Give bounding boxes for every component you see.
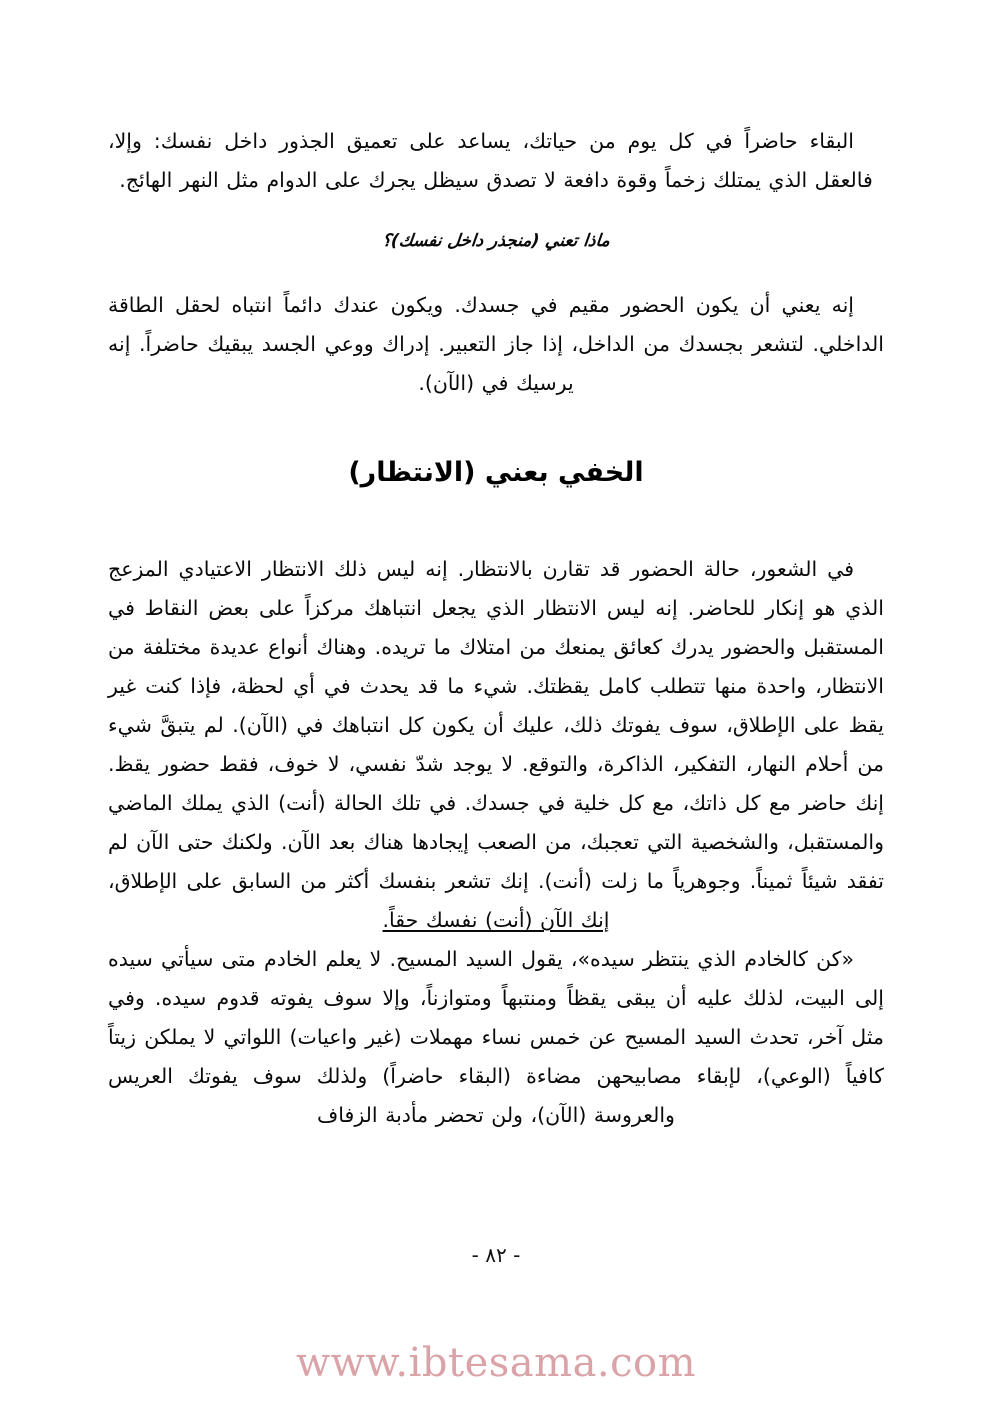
spacer — [108, 403, 884, 431]
spacer — [108, 200, 884, 226]
spacer — [108, 516, 884, 550]
paragraph-meaning: إنه يعني أن يكون الحضور مقيم في جسدك. ويكون عندك دائماً انتباه لحقل الطاقة الداخلي. لتشعر بجسدك من الداخل، إذا جاز التعبير. إدراك ووعي الجسد يبقيك حاضراً. إنه يرسيك في (الآن). — [108, 293, 884, 395]
paragraph-waiting-emphasis: إنك الآن (أنت) نفسك حقاً. — [382, 907, 610, 932]
paragraph-waiting-text: في الشعور، حالة الحضور قد تقارن بالانتظار. إنه ليس ذلك الانتظار الاعتيادي المزعج الذي هو إنكار للحاضر. إنه ليس الانتظار الذي يجعل انتباهك مركزاً على بعض النقاط في المستقبل والحضور يدرك كعائق يمنعك من امتلاك ما تريده. وهناك أنواع عديدة مختلفة من الانتظار، واحدة منها تتطلب كامل يقظتك. شيء ما قد يحدث في أي لحظة، فإذا كنت غير يقظ على الإطلاق، سوف يفوتك ذلك، عليك أن يكون كل انتباهك في (الآن). لم يتبقَّ شيء من أحلام النهار، التفكير، الذاكرة، والتوقع. لا يوجد شدّ نفسي، لا خوف، فقط حضور يقظ. إنك حاضر مع كل ذاتك، مع كل خلية في جسدك. في تلك الحالة (أنت) الذي يملك الماضي والمستقبل، والشخصية التي تعجبك، من الصعب إيجادها هناك بعد الآن. ولكنك حتى الآن لم تفقد شيئاً ثميناً. وجوهرياً ما زلت (أنت). إنك تشعر بنفسك أكثر من السابق على الإطلاق، — [108, 556, 884, 893]
site-watermark: www.ibtesama.com — [295, 1340, 697, 1386]
spacer — [108, 256, 884, 286]
paragraph-parable: «كن كالخادم الذي ينتظر سيده»، يقول السيد المسيح. لا يعلم الخادم متى سيأتي سيده إلى البيت، لذلك عليه أن يبقى يقظاً ومنتبهاً ومتوازناً، وإلا سوف يفوته قدوم سيده. وفي مثل آخر، تحدث السيد المسيح عن خمس نساء مهملات (غير واعيات) اللواتي لا يملكن زيتاً كافياً (الوعي)، لإبقاء مصابيحهن مضاءة (البقاء حاضراً) ولذلك سوف يفوتك العريس والعروسة (الآن)، ولن تحضر مأدبة الزفاف — [108, 946, 884, 1127]
page-number: - ٨٢ - — [471, 1243, 521, 1267]
section-heading: الخفي بعني (الانتظار) — [348, 457, 644, 489]
paragraph-waiting — [108, 550, 884, 940]
page-content — [108, 122, 884, 1135]
subheading-question: ماذا تعني (منجذر داخل نفسك)؟ — [380, 231, 611, 251]
paragraph-opening: البقاء حاضراً في كل يوم من حياتك، يساعد على تعميق الجذور داخل نفسك: وإلا، فالعقل الذي يمتلك زخماً وقوة دافعة لا تصدق سيظل يجرك على الدوام مثل النهر الهائج. — [108, 129, 873, 192]
